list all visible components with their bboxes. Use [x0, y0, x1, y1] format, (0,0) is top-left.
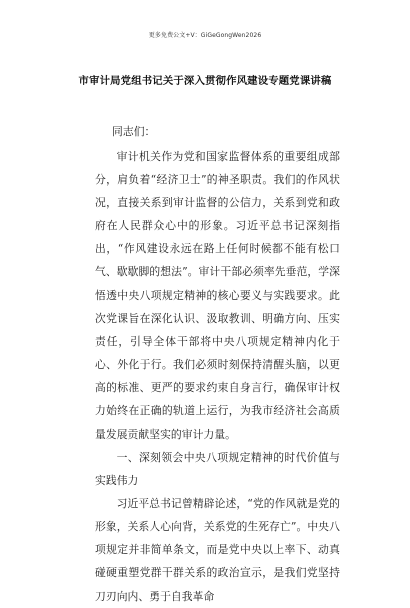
header-note: 更多免费公文+V：GiGeGongWen2026 — [148, 32, 262, 39]
greeting: 同志们： — [112, 125, 156, 138]
paragraph-intro: 审计机关作为党和国家监督体系的重要组成部分，肩负着“经济卫士”的神圣职责。我们的作风状况，直接关系到审计监督的公信力，关系到党和政府在人民群众心中的形象。习近平总书记深刻指出，“作风建设永远在路上任何时候都不能有松口气、歇歇脚的想法”。审计干部必须率先垂范，学深悟透中央八项规定精神的核心要义与实践要求。此次党课旨在深化认识、汲取教训、明确方向、压实责任，引导全体干部将中央八项规定精神内化于心、外化于行。我们必须时刻保持清醒头脑，以更高的标准、更严的要求约束自身言行，确保审计权力始终在正确的轨道上运行，为我市经济社会高质量发展贡献坚实的审计力量。 — [95, 149, 340, 441]
document-title: 市审计局党组书记关于深入贯彻作风建设专题党课讲稿 — [78, 75, 332, 87]
paragraph-section-one: 习近平总书记曾精辟论述，“党的作风就是党的形象，关系人心向背，关系党的生死存亡”。中央八项规定并非简单条文，而是党中央以上率下、动真碰硬重塑党群干群关系的政治宣示，是我们党坚持刀刃向内、勇于自我革命 — [95, 497, 340, 603]
document-body — [95, 120, 340, 608]
section-heading: 一、深刻领会中央八项规定精神的时代价值与实践伟力 — [95, 450, 340, 487]
